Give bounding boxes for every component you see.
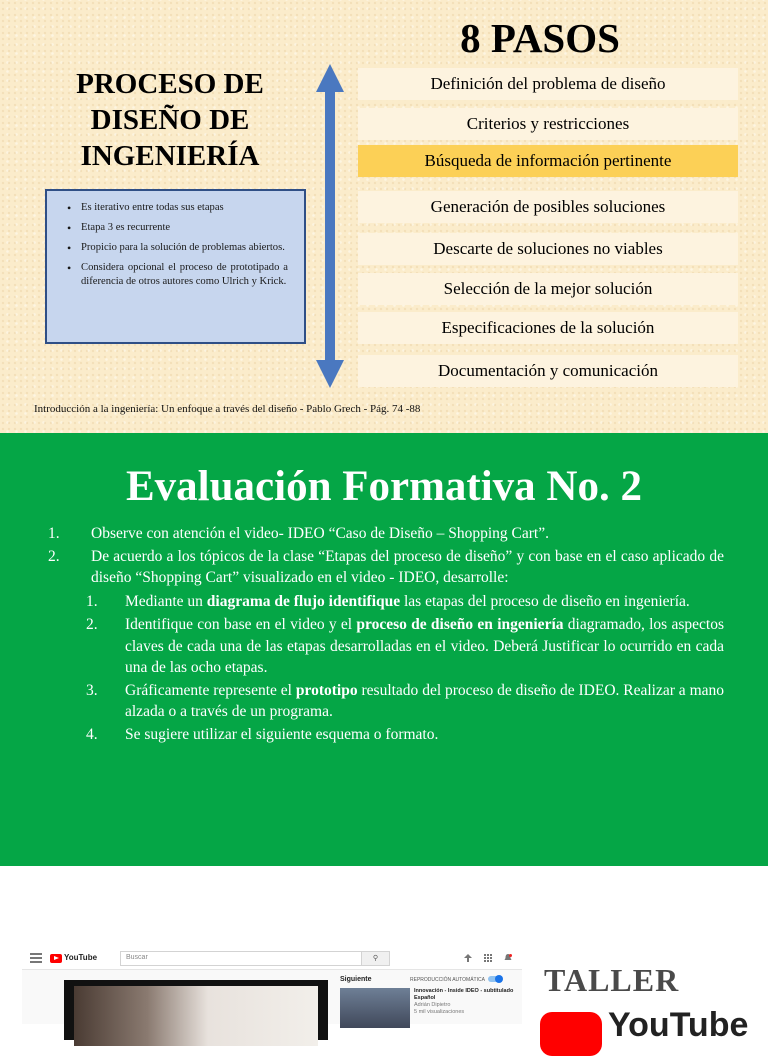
evaluation-instructions (40, 523, 724, 746)
subitem-number: 3. (86, 681, 98, 699)
subitem-bold-text: proceso de diseño en ingeniería (356, 616, 564, 633)
item-number: 1. (48, 525, 60, 542)
search-icon[interactable]: ⚲ (361, 952, 389, 965)
note-item: • Etapa 3 es recurrente (67, 221, 288, 235)
evaluation-title: Evaluación Formativa No. 2 (126, 463, 642, 510)
recommended-video-channel: Adrián Dipietro (414, 1002, 451, 1008)
workshop-label: TALLER (544, 962, 680, 998)
recommended-video-views: 5 mil visualizaciones (414, 1009, 465, 1015)
recommended-video-info[interactable] (414, 988, 514, 1016)
sub-instruction-item (40, 724, 724, 746)
youtube-search-input[interactable] (120, 951, 390, 966)
process-notes-box (45, 189, 306, 344)
subitem-number: 1. (86, 592, 98, 610)
slide-design-process (0, 0, 768, 433)
youtube-logo-icon[interactable] (50, 954, 62, 963)
item-number: 2. (48, 547, 60, 565)
hamburger-menu-icon[interactable] (30, 953, 42, 963)
notifications-bell-icon[interactable] (504, 954, 512, 962)
design-process-title: PROCESO DE DISEÑO DE INGENIERÍA (76, 68, 264, 172)
subitem-text: las etapas del proceso de diseño en ingeniería. (400, 592, 690, 610)
steps-heading: 8 PASOS (460, 15, 620, 61)
sub-instruction-item (40, 680, 724, 723)
subitem-bold-text: prototipo (295, 681, 358, 699)
step-1: Definición del problema de diseño (358, 68, 738, 100)
subitem-text: diagramado, los aspectos claves de cada una de las etapas desarrolladas en el video. Deberá Justificar lo ocurrido en cada una de las ocho etapas. (125, 616, 724, 676)
note-item: • Es iterativo entre todas sus etapas (67, 201, 288, 215)
youtube-screenshot (22, 948, 522, 1024)
recommended-video-title: Innovación - Inside IDEO - subtitulado Español (414, 988, 514, 1001)
video-frame (74, 986, 318, 1046)
slide-formative-evaluation (0, 433, 768, 866)
instruction-item (40, 546, 724, 589)
step-2: Criterios y restricciones (358, 108, 738, 140)
note-item: • Considera opcional el proceso de prototipado a diferencia de otros autores como Ulrich y Krick. (67, 261, 288, 289)
recommended-video-thumbnail[interactable] (340, 988, 410, 1028)
subitem-number: 4. (86, 725, 98, 743)
youtube-logo-text[interactable]: YouTube (64, 953, 98, 962)
upload-icon[interactable] (464, 954, 472, 962)
step-3-highlighted: Búsqueda de información pertinente (358, 145, 738, 177)
sub-instruction-item (40, 591, 724, 613)
step-8: Documentación y comunicación (358, 355, 738, 387)
autoplay-toggle[interactable] (488, 976, 502, 982)
sub-instruction-item (40, 614, 724, 679)
subitem-text: Se sugiere utilizar el siguiente esquema o formato. (125, 725, 439, 743)
sub-instructions (40, 591, 724, 746)
step-7: Especificaciones de la solución (358, 312, 738, 344)
subitem-text: Mediante un (125, 592, 207, 610)
search-placeholder: Buscar (126, 954, 148, 961)
source-citation: Introducción a la ingeniería: Un enfoque a través del diseño - Pablo Grech - Pág. 74 -88 (34, 403, 421, 415)
double-arrow-icon (314, 64, 346, 388)
up-next-label: Siguiente (340, 976, 372, 983)
youtube-topbar (22, 948, 522, 970)
step-5: Descarte de soluciones no viables (358, 233, 738, 265)
youtube-brand-icon (540, 1012, 602, 1056)
subitem-number: 2. (86, 616, 98, 633)
item-text: De acuerdo a los tópicos de la clase “Etapas del proceso de diseño” y con base en el caso aplicado de diseño “Shopping Cart” visualizado en el video - IDEO, desarrolle: (91, 547, 724, 586)
apps-grid-icon[interactable] (484, 954, 492, 962)
subitem-text: resultado del proceso de diseño de IDEO. Realizar a mano alzada o a través de un programa. (125, 681, 725, 720)
step-6: Selección de la mejor solución (358, 273, 738, 305)
video-player[interactable] (64, 980, 328, 1040)
youtube-brand-text: YouTube (608, 1006, 749, 1044)
subitem-text: Identifique con base en el video y el (125, 616, 357, 633)
instruction-item (40, 523, 724, 545)
subitem-text: Gráficamente represente el (125, 681, 296, 699)
item-text: Observe con atención el video- IDEO “Caso de Diseño – Shopping Cart”. (91, 525, 549, 542)
process-notes-list (67, 201, 288, 289)
slide-workshop (0, 866, 768, 1044)
subitem-bold-text: diagrama de flujo identifique (206, 592, 401, 610)
note-item: • Propicio para la solución de problemas abiertos. (67, 241, 288, 255)
autoplay-label: REPRODUCCIÓN AUTOMÁTICA (410, 977, 485, 983)
step-4: Generación de posibles soluciones (358, 191, 738, 223)
